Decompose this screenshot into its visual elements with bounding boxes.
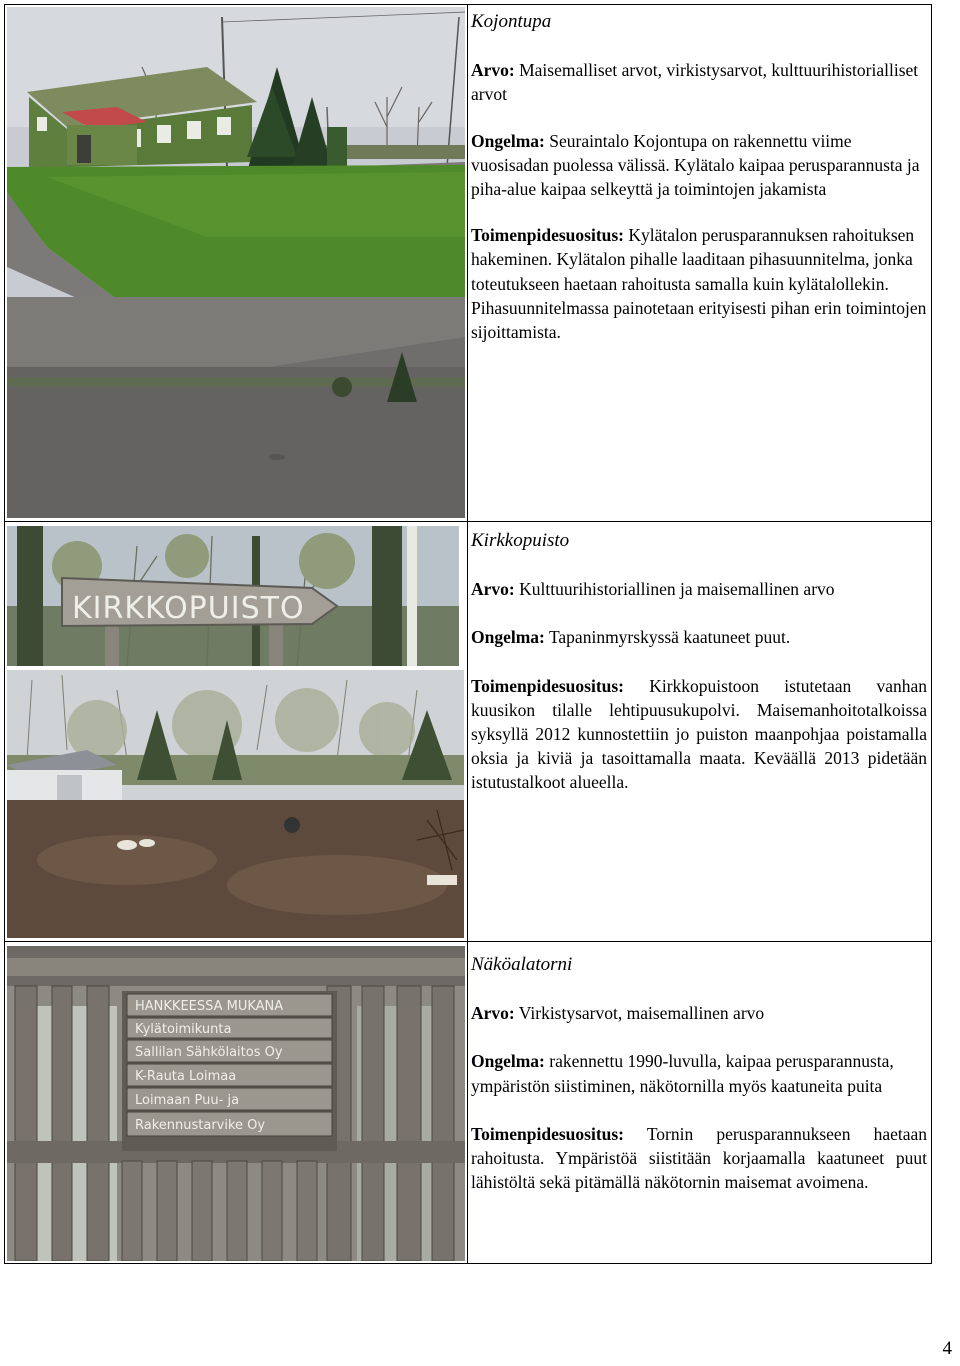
toimenpide-label: Toimenpidesuositus: xyxy=(471,1123,625,1144)
arvo-paragraph xyxy=(471,577,927,601)
page-number: 4 xyxy=(942,1338,952,1359)
toimenpide-paragraph xyxy=(471,223,927,344)
toimenpide-label: Toimenpidesuositus: xyxy=(471,675,625,696)
photo-kirkkopuisto-ground xyxy=(7,670,464,938)
table-border-top xyxy=(4,4,932,5)
arvo-paragraph xyxy=(471,1001,927,1025)
ongelma-paragraph xyxy=(471,625,927,649)
section-title: Näköalatorni xyxy=(471,954,573,975)
table-border-bottom xyxy=(4,1263,932,1264)
toimenpide-paragraph xyxy=(471,674,927,795)
ongelma-text: Seuraintalo Kojontupa on rakennettu viime vuosisadan puolessa välissä. Kylätalo kaipaa perusparannusta ja piha-alue kaipaa selkeyttä ja toimintojen jakamista xyxy=(471,130,920,200)
toimenpide-paragraph xyxy=(471,1122,927,1195)
photo-kirkkopuisto-sign xyxy=(7,526,459,666)
toimenpide-text: Kylätalon perusparannuksen rahoituksen hakeminen. Kylätalon pihalle laaditaan pihasuunnitelma, jonka toteutukseen haetaan rahoitusta samalla kuin kylätalollekin. Pihasuunnitelmassa painotetaan erityisesti pihan erin toimintojen sijoittamista. xyxy=(471,225,927,343)
board-line-2: Kylätoimikunta xyxy=(135,1022,232,1037)
arvo-text: Virkistysarvot, maisemallinen arvo xyxy=(514,1003,765,1024)
column-divider xyxy=(467,4,468,1264)
arvo-label: Arvo: xyxy=(471,1003,515,1024)
photo-kojontupa xyxy=(7,7,465,518)
sign-text: KIRKKOPUISTO xyxy=(72,591,305,626)
toimenpide-text: Kirkkopuistoon istutetaan vanhan kuusikon tilalle lehtipuusukupolvi. Maisemanhoitotalkoissa syksyllä 2012 kunnostettiin jo puiston maanpohjaa poistamalla oksia ja kiviä ja tasoittamalla maata. Keväällä 2013 pidetään istutustalkoot alueella. xyxy=(471,675,927,793)
section-kirkkopuisto xyxy=(471,529,927,815)
ongelma-label: Ongelma: xyxy=(471,130,545,151)
board-line-6: Rakennustarvike Oy xyxy=(135,1118,266,1133)
table-border-right xyxy=(931,4,932,1264)
arvo-label: Arvo: xyxy=(471,60,515,81)
row-divider-2 xyxy=(4,941,932,942)
section-nakoalatorni xyxy=(471,953,927,1214)
row-divider-1 xyxy=(4,521,932,522)
section-kojontupa xyxy=(471,10,927,364)
ongelma-text: Tapaninmyrskyssä kaatuneet puut. xyxy=(544,627,791,648)
board-line-3: Sallilan Sähkölaitos Oy xyxy=(135,1045,283,1060)
arvo-label: Arvo: xyxy=(471,579,515,600)
arvo-text: Kulttuurihistoriallinen ja maisemallinen arvo xyxy=(514,579,835,600)
arvo-paragraph xyxy=(471,58,927,106)
toimenpide-label: Toimenpidesuositus: xyxy=(471,225,625,246)
board-line-5: Loimaan Puu- ja xyxy=(135,1093,240,1108)
table-border-left xyxy=(4,4,5,1264)
arvo-text: Maisemalliset arvot, virkistysarvot, kulttuurihistorialliset arvot xyxy=(471,60,919,105)
board-line-1: HANKKEESSA MUKANA xyxy=(135,999,284,1014)
toimenpide-text: Tornin perusparannukseen haetaan rahoitusta. Ympäristöä siistitään korjaamalla kaatuneet puut lähistöltä sekä pitämällä näkötornin maisemat avoimena. xyxy=(471,1123,927,1193)
ongelma-paragraph xyxy=(471,1049,927,1097)
ongelma-text: rakennettu 1990-luvulla, kaipaa perusparannusta, ympäristön siistiminen, näkötornilla myös kaatuneita puita xyxy=(471,1051,894,1096)
ongelma-paragraph xyxy=(471,129,927,202)
photo-nakoalatorni xyxy=(7,946,465,1261)
board-line-4: K-Rauta Loimaa xyxy=(135,1069,237,1084)
ongelma-label: Ongelma: xyxy=(471,1051,545,1072)
ongelma-label: Ongelma: xyxy=(471,627,545,648)
section-title: Kojontupa xyxy=(471,11,552,32)
section-title: Kirkkopuisto xyxy=(471,530,570,551)
